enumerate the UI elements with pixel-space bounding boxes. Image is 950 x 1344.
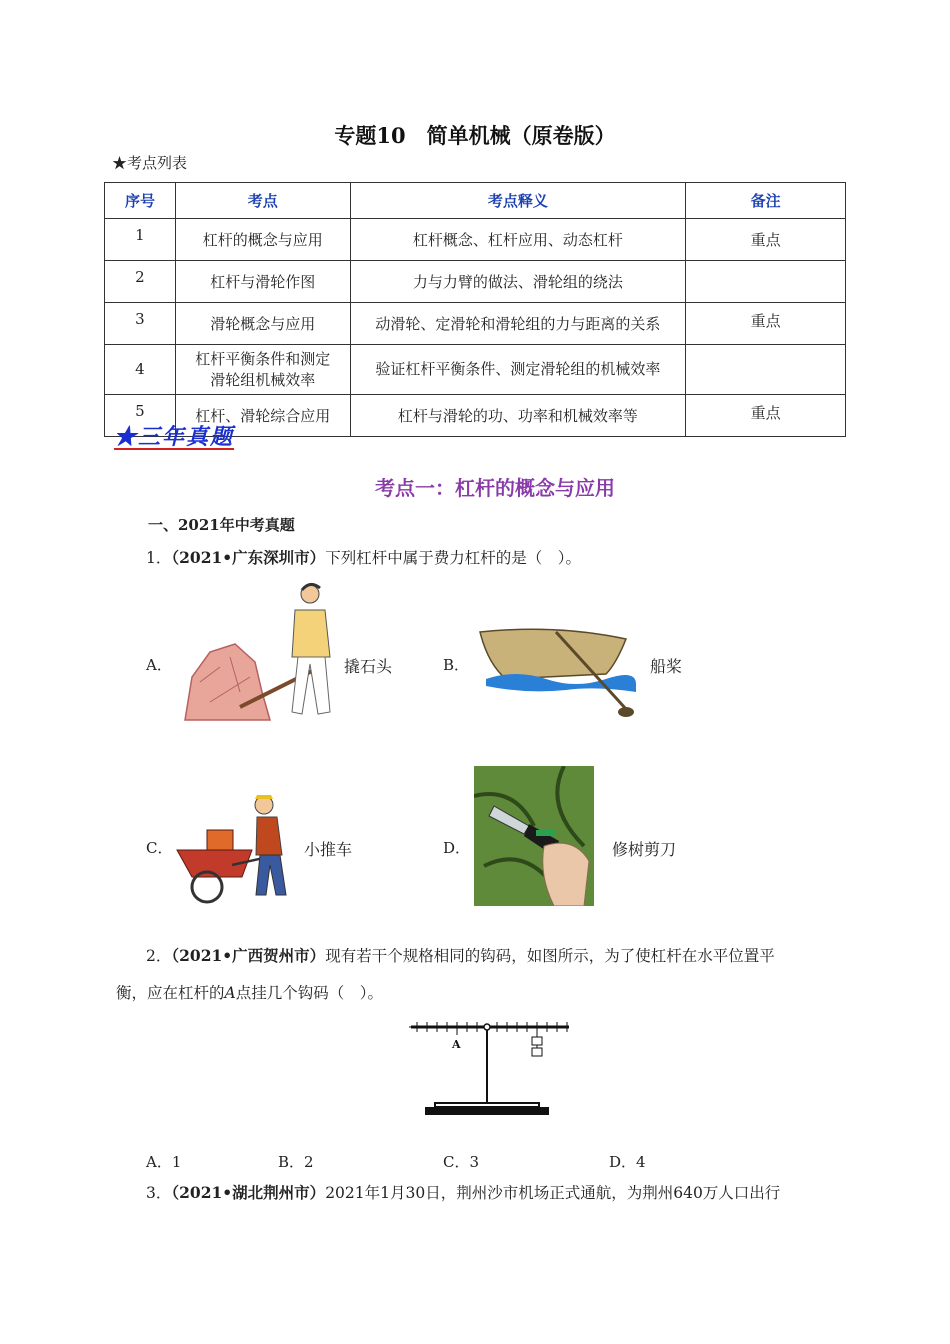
row-no: 2 [105, 261, 176, 303]
option-a-label: 撬石头 [344, 657, 393, 676]
row-topic: 杠杆的概念与应用 [175, 219, 350, 261]
table-row [105, 345, 846, 395]
page-title: 专题10 简单机械（原卷版） [334, 123, 616, 148]
row-topic-line2: 滑轮组机械效率 [210, 370, 316, 389]
question-number: 1． [146, 549, 172, 567]
table-header-row [105, 183, 846, 219]
header-no: 序号 [105, 183, 176, 219]
question-source: （2021•广西贺州市） [171, 946, 326, 965]
pruning-shears-image [474, 766, 594, 906]
row-topic-line1: 杠杆平衡条件和测定 [195, 349, 331, 368]
option-b-label: 船桨 [650, 657, 683, 676]
question-text: 2021年1月30日，荆州沙市机场正式通航，为荆州640万人口出行 [325, 1184, 781, 1202]
question-3 [146, 1175, 780, 1211]
option-c-letter: C． [146, 839, 173, 857]
option-d-label: 修树剪刀 [612, 840, 677, 859]
wheelbarrow-image [172, 795, 297, 910]
question-text-line-2b: 点挂几个钩码（ ）。 [235, 984, 383, 1002]
boat-oar-image [476, 624, 641, 724]
q2-option-b: B．2 [278, 1153, 314, 1171]
option-b-letter: B． [443, 656, 470, 674]
row-topic: 滑轮概念与应用 [175, 303, 350, 345]
row-no: 5 [105, 395, 176, 437]
row-note: 重点 [686, 395, 846, 437]
question-text: 下列杠杆中属于费力杠杆的是（ ）。 [325, 549, 581, 567]
lever-point-a: A [452, 1038, 461, 1051]
q2-option-a: A．1 [146, 1153, 182, 1171]
table-row [105, 261, 846, 303]
option-d-letter: D． [443, 839, 471, 857]
q2-option-d: D．4 [609, 1153, 646, 1171]
question-1 [146, 540, 581, 576]
row-topic [175, 345, 350, 395]
topic-table [104, 182, 846, 437]
row-topic: 杠杆、滑轮综合应用 [175, 395, 350, 437]
question-source: （2021•广东深圳市） [171, 548, 326, 567]
row-no: 1 [105, 219, 176, 261]
row-desc: 验证杠杆平衡条件、测定滑轮组的机械效率 [350, 345, 686, 395]
row-no: 3 [105, 303, 176, 345]
row-no: 4 [105, 345, 176, 395]
header-topic: 考点 [175, 183, 350, 219]
option-c-label: 小推车 [304, 840, 353, 859]
row-desc: 杠杆概念、杠杆应用、动态杠杆 [350, 219, 686, 261]
q2-option-c: C．3 [443, 1153, 480, 1171]
table-row [105, 303, 846, 345]
sub-heading: 一、2021年中考真题 [148, 516, 295, 534]
lever-diagram [405, 1015, 575, 1120]
key-point-heading: 考点一：杠杆的概念与应用 [375, 476, 615, 500]
row-note: 重点 [686, 219, 846, 261]
prying-rock-image [180, 582, 340, 724]
row-desc: 杠杆与滑轮的功、功率和机械效率等 [350, 395, 686, 437]
question-number: 2． [146, 947, 172, 965]
section-heading: ★三年真题 [114, 424, 235, 450]
point-a-label: A [224, 984, 236, 1002]
row-topic: 杠杆与滑轮作图 [175, 261, 350, 303]
question-number: 3． [146, 1184, 172, 1202]
row-note [686, 345, 846, 395]
header-note: 备注 [686, 183, 846, 219]
row-note [686, 261, 846, 303]
question-2-line-2 [116, 975, 383, 1011]
question-2-line-1 [146, 938, 775, 974]
row-note: 重点 [686, 303, 846, 345]
row-desc: 力与力臂的做法、滑轮组的绕法 [350, 261, 686, 303]
table-row [105, 219, 846, 261]
topic-list-label: ★考点列表 [112, 154, 188, 172]
question-source: （2021•湖北荆州市） [171, 1183, 326, 1202]
question-text-line-2a: 衡，应在杠杆的 [116, 984, 225, 1002]
question-text-line-1: 现有若干个规格相同的钩码，如图所示，为了使杠杆在水平位置平 [325, 947, 775, 965]
row-desc: 动滑轮、定滑轮和滑轮组的力与距离的关系 [350, 303, 686, 345]
option-a-letter: A． [146, 656, 172, 674]
header-desc: 考点释义 [350, 183, 686, 219]
